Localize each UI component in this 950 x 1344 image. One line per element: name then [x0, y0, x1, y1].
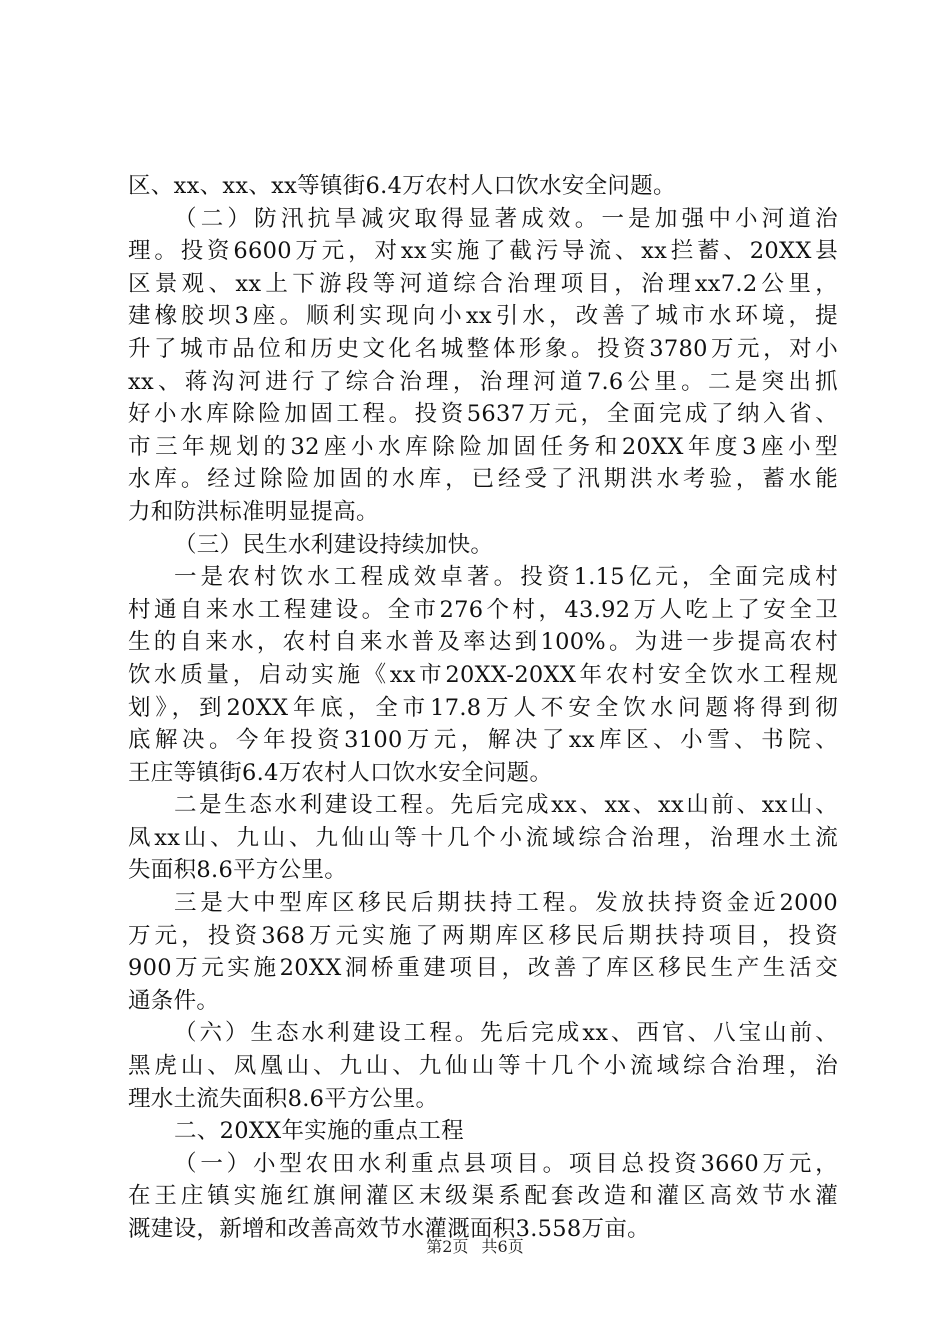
text-line: 理。投资6600万元，对xx实施了截污导流、xx拦蓄、20XX县 [128, 238, 838, 265]
text-line: 失面积8.6平方公里。 [128, 857, 348, 884]
text-line: （二）防汛抗旱减灾取得显著成效。一是加强中小河道治 [174, 205, 838, 232]
text-line: （一）小型农田水利重点县项目。项目总投资3660万元， [174, 1150, 838, 1177]
text-line: （六）生态水利建设工程。先后完成xx、西官、八宝山前、 [174, 1020, 838, 1047]
text-line: 生的自来水，农村自来水普及率达到100%。为进一步提高农村 [128, 629, 838, 656]
text-line: 升了城市品位和历史文化名城整体形象。投资3780万元，对小 [128, 335, 838, 362]
text-line: 900万元实施20XX洞桥重建项目，改善了库区移民生产生活交 [128, 955, 838, 982]
text-line: 村通自来水工程建设。全市276个村，43.92万人吃上了安全卫 [128, 596, 838, 623]
text-line: 黑虎山、凤凰山、九山、九仙山等十几个小流域综合治理，治 [128, 1053, 838, 1080]
text-line: 区、xx、xx、xx等镇街6.4万农村人口饮水安全问题。 [128, 173, 676, 199]
text-line: 二、20XX年实施的重点工程 [174, 1118, 464, 1145]
text-line: 建橡胶坝3座。顺利实现向小xx引水，改善了城市水环境，提 [128, 303, 838, 330]
text-line: 理水土流失面积8.6平方公里。 [128, 1085, 439, 1112]
text-line: 一是农村饮水工程成效卓著。投资1.15亿元，全面完成村 [174, 564, 838, 591]
document-body [128, 170, 838, 1246]
text-line: 万元，投资368万元实施了两期库区移民后期扶持项目，投资 [128, 922, 838, 949]
page-number: 第2页 [426, 1237, 469, 1256]
text-line: 底解决。今年投资3100万元，解决了xx库区、小雪、书院、 [128, 727, 838, 754]
page-total: 共6页 [481, 1237, 524, 1256]
text-line: 市三年规划的32座小水库除险加固任务和20XX年度3座小型 [128, 433, 838, 460]
text-line: 划》，到20XX年底，全市17.8万人不安全饮水问题将得到彻 [128, 694, 838, 721]
text-line: 王庄等镇街6.4万农村人口饮水安全问题。 [128, 759, 553, 786]
text-line: xx、蒋沟河进行了综合治理，治理河道7.6公里。二是突出抓 [128, 368, 838, 395]
text-line: 通条件。 [128, 987, 220, 1014]
page-footer [0, 1235, 950, 1259]
text-line: 溉建设，新增和改善高效节水灌溉面积3.558万亩。 [128, 1216, 650, 1242]
text-line: （三）民生水利建设持续加快。 [174, 531, 494, 558]
text-line: 三是大中型库区移民后期扶持工程。发放扶持资金近2000 [174, 890, 838, 917]
text-line: 凤xx山、九山、九仙山等十几个小流域综合治理，治理水土流 [128, 824, 838, 851]
text-line: 区景观、xx上下游段等河道综合治理项目，治理xx7.2公里， [128, 270, 838, 297]
text-line: 在王庄镇实施红旗闸灌区末级渠系配套改造和灌区高效节水灌 [128, 1183, 838, 1210]
text-line: 水库。经过除险加固的水库，已经受了汛期洪水考验，蓄水能 [128, 466, 838, 493]
text-line: 饮水质量，启动实施《xx市20XX-20XX年农村安全饮水工程规 [128, 661, 838, 688]
text-line: 好小水库除险加固工程。投资5637万元，全面完成了纳入省、 [128, 401, 838, 428]
text-line: 力和防洪标准明显提高。 [128, 498, 379, 525]
text-line: 二是生态水利建设工程。先后完成xx、xx、xx山前、xx山、 [174, 792, 838, 819]
